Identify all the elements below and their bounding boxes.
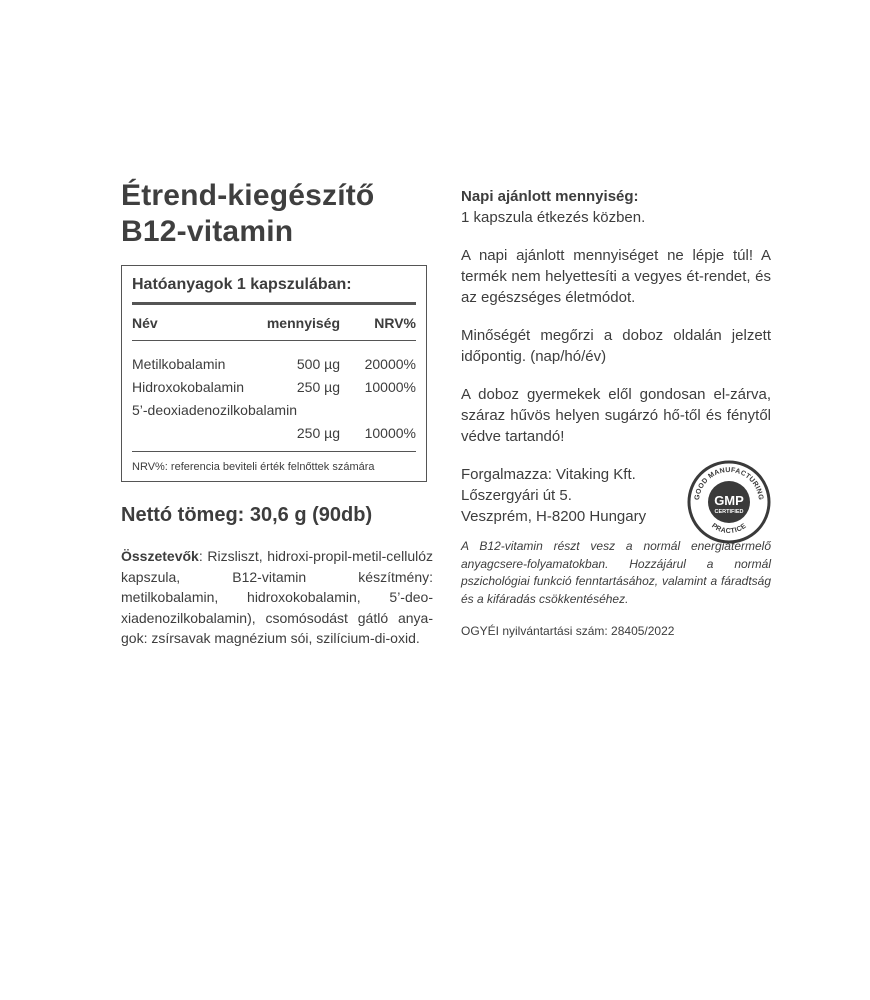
column-header-nrv: NRV% — [374, 315, 416, 331]
ingredients-label: Összetevők — [121, 548, 199, 564]
overdose-warning: A napi ajánlott mennyiséget ne lépje túl! A termék nem helyettesíti a vegyes ét-rendet, és az egészséges életmódot. — [461, 247, 771, 306]
storage-instructions: A doboz gyermekek elől gondosan el-zárva, száraz hűvös helyen sugárzó hő-től és fénytől védve tartandó! — [461, 386, 771, 445]
ingredient-nrv: 10000% — [364, 379, 416, 395]
ingredients-text — [121, 546, 433, 649]
ingredient-amount: 250 µg — [296, 425, 340, 441]
ingredient-name — [132, 422, 248, 445]
table-row — [132, 376, 416, 399]
right-column — [461, 186, 771, 640]
ingredient-amount: 500 µg — [296, 356, 340, 372]
dosage-text: 1 kapszula étkezés közben. — [461, 209, 646, 226]
gmp-center-text: GMP — [714, 493, 744, 508]
product-type-title: Étrend-kiegészítő — [121, 179, 375, 212]
registration-number: OGYÉI nyilvántartási szám: 28405/2022 — [461, 624, 675, 638]
distributor-city: Veszprém, H-8200 Hungary — [461, 508, 647, 525]
nutrition-table — [121, 265, 427, 482]
nutrition-column-headers — [132, 305, 416, 341]
dosage-block — [461, 186, 771, 228]
distributor-street: Lőszergyári út 5. — [461, 487, 572, 504]
table-row — [132, 422, 416, 445]
nutrition-heading: Hatóanyagok 1 kapszulában: — [132, 274, 416, 305]
column-header-amount: mennyiség — [266, 315, 340, 331]
ingredient-amount: 250 µg — [296, 379, 340, 395]
best-before-note: Minőségét megőrzi a doboz oldalán jelzett időpontig. (nap/hó/év) — [461, 327, 771, 365]
svg-text:PRACTICE — [710, 522, 748, 535]
ingredient-name: 5’-deoxiadenozilkobalamin — [132, 402, 297, 418]
dosage-label: Napi ajánlott mennyiség: — [461, 188, 639, 205]
distributor-block — [461, 464, 771, 536]
ingredient-nrv: 20000% — [364, 356, 416, 372]
health-claim: A B12-vitamin részt vesz a normál energiatermelő anyagcsere-folyamatokban. Hozzájárul a normál pszichológiai funkció fenntartásához, valamint a fáradtság és a kifáradás csökkentéséhez. — [461, 539, 771, 606]
net-weight: Nettó tömeg: 30,6 g (90db) — [121, 504, 373, 526]
ingredient-nrv: 10000% — [364, 425, 416, 441]
ingredient-name: Hidroxokobalamin — [132, 379, 245, 395]
gmp-seal-icon — [687, 460, 771, 544]
gmp-bottom-text: PRACTICE — [710, 522, 748, 536]
gmp-top-text: GOOD MANUFACTURING — [693, 466, 765, 501]
left-column — [121, 178, 433, 649]
nrv-footnote: NRV%: referencia beviteli érték felnőttek számára — [132, 461, 375, 473]
gmp-certified-text: CERTIFIED — [714, 509, 744, 515]
nutrition-rows — [132, 341, 416, 452]
ingredients-list: : Rizsliszt, hidroxi-propil-metil-cellulóz kapszula, B12-vitamin készítmény: metilkobalamin, hidroxokobalamin, 5’-deo-xiadenozilkobalamin), csomósodást gátló anya-gok: zsírsavak magnézium sói, szilícium-di-oxid. — [121, 548, 433, 646]
table-row — [132, 353, 416, 376]
distributor-name: Forgalmazza: Vitaking Kft. — [461, 466, 636, 483]
ingredient-name: Metilkobalamin — [132, 356, 226, 372]
product-name-title: B12-vitamin — [121, 215, 294, 248]
column-header-name: Név — [132, 315, 158, 331]
table-row — [132, 399, 416, 422]
